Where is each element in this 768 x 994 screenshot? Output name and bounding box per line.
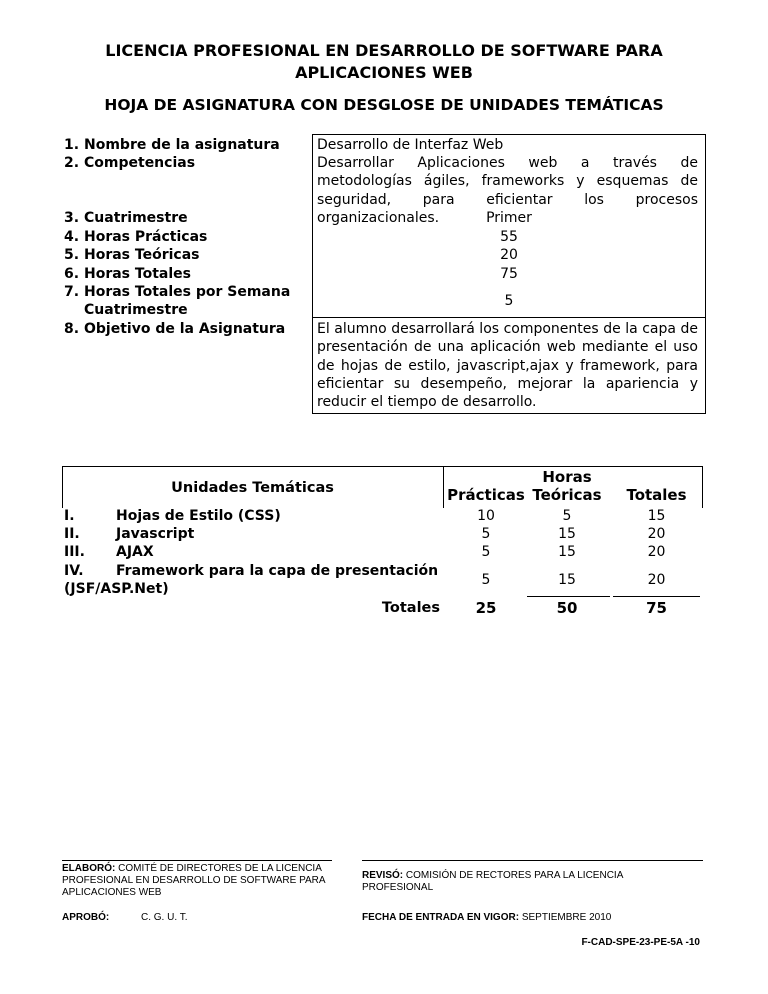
unit-teoricas-2: 15 — [558, 526, 576, 542]
unit-practicas-1: 10 — [477, 508, 495, 524]
elaboro-label: ELABORÓ: — [62, 863, 116, 874]
value-horas-totales: 75 — [500, 266, 518, 282]
unit-practicas-4: 5 — [481, 572, 491, 588]
units-header-label: Unidades Temáticas — [171, 480, 334, 496]
col-teoricas: Teóricas — [532, 486, 602, 504]
value-cuatrimestre: Primer — [486, 210, 532, 226]
unit-practicas-3: 5 — [481, 544, 491, 560]
document-subtitle: HOJA DE ASIGNATURA CON DESGLOSE DE UNIDADES TEMÁTICAS — [104, 96, 664, 114]
unit-totales-1: 15 — [647, 508, 666, 524]
footer-line-right — [362, 860, 703, 861]
reviso-text: COMISIÓN DE RECTORES PARA LA LICENCIA PROFESIONAL — [362, 870, 623, 893]
info-values-box — [312, 134, 706, 414]
label-num-8: 8. — [64, 321, 80, 337]
unit-practicas-2: 5 — [481, 526, 491, 542]
document-title-line-2: APLICACIONES WEB — [295, 63, 473, 82]
fecha-label: FECHA DE ENTRADA EN VIGOR: — [362, 912, 520, 923]
unit-name-1: Hojas de Estilo (CSS) — [116, 508, 281, 524]
footer-reviso — [362, 870, 662, 894]
label-num-3: 3. — [64, 210, 80, 226]
unit-num-1: I. — [64, 508, 75, 524]
totals-totales-underline — [613, 596, 700, 597]
unit-teoricas-1: 5 — [562, 508, 572, 524]
label-num-5: 5. — [64, 247, 80, 263]
value-horas-semana: 5 — [504, 293, 514, 309]
aprobo-text: C. G. U. T. — [141, 912, 188, 923]
value-nombre: Desarrollo de Interfaz Web — [317, 137, 504, 153]
footer-fecha — [362, 912, 611, 924]
label-horas-practicas: Horas Prácticas — [84, 229, 208, 245]
label-num-4: 4. — [64, 229, 80, 245]
value-horas-teoricas: 20 — [500, 247, 518, 263]
unit-teoricas-3: 15 — [558, 544, 576, 560]
col-practicas: Prácticas — [447, 486, 525, 504]
unit-num-4: IV. — [64, 563, 84, 579]
footer-line-left — [62, 860, 332, 861]
aprobo-label: APROBÓ: — [62, 912, 110, 923]
units-top-border — [62, 466, 703, 467]
label-num-7: 7. — [64, 284, 80, 300]
fecha-text: SEPTIEMBRE 2010 — [521, 912, 612, 923]
unit-totales-2: 20 — [647, 526, 666, 542]
reviso-label: REVISÓ: — [362, 870, 404, 881]
label-cuatrimestre: Cuatrimestre — [84, 210, 188, 226]
value-competencias: Desarrollar Aplicaciones web a través de metodologías ágiles, frameworks y esquemas de seguridad, para eficientar los procesos organizacionales. — [317, 155, 698, 226]
label-objetivo: Objetivo de la Asignatura — [84, 321, 286, 337]
totals-teoricas: 50 — [556, 599, 578, 617]
unit-name-2: Javascript — [116, 526, 195, 542]
label-num-6: 6. — [64, 266, 80, 282]
horas-header: Horas — [542, 468, 592, 486]
label-horas-semana-cont: Cuatrimestre — [84, 302, 188, 318]
totals-practicas: 25 — [475, 599, 497, 617]
unit-teoricas-4: 15 — [558, 572, 576, 588]
totals-label: Totales — [381, 600, 440, 616]
unit-num-3: III. — [64, 544, 85, 560]
label-horas-teoricas: Horas Teóricas — [84, 247, 200, 263]
unit-name-4: Framework para la capa de presentación — [116, 563, 439, 579]
label-competencias: Competencias — [84, 155, 196, 171]
totals-totales: 75 — [646, 599, 667, 617]
label-num-2: 2. — [64, 155, 80, 171]
unit-name-4-cont: (JSF/ASP.Net) — [64, 581, 169, 597]
unit-totales-4: 20 — [647, 572, 666, 588]
units-right-border — [702, 466, 703, 508]
unit-num-2: II. — [64, 526, 80, 542]
elaboro-text: COMITÉ DE DIRECTORES DE LA LICENCIA PROFESIONAL EN DESARROLLO DE SOFTWARE PARA APLICACIONES WEB — [62, 863, 326, 898]
footer-elaboro — [62, 863, 337, 899]
label-num-1: 1. — [64, 137, 80, 153]
value-objetivo: El alumno desarrollará los componentes de la capa de presentación de una aplicación web mediante el uso de hojas de estilo, javascript,ajax y framework, para eficientar su desempeño, mejorar la apariencia y reducir el tiempo de desarrollo. — [317, 321, 698, 411]
unit-totales-3: 20 — [647, 544, 666, 560]
col-totales: Totales — [626, 486, 687, 504]
document-title-line-1: LICENCIA PROFESIONAL EN DESARROLLO DE SOFTWARE PARA — [105, 41, 663, 60]
label-horas-semana: Horas Totales por Semana — [84, 284, 291, 300]
label-horas-totales: Horas Totales — [84, 266, 191, 282]
divider — [313, 317, 705, 318]
value-horas-practicas: 55 — [500, 229, 518, 245]
totals-teoricas-underline — [527, 596, 610, 597]
unit-name-3: AJAX — [116, 544, 154, 560]
label-nombre: Nombre de la asignatura — [84, 137, 280, 153]
document-code: F-CAD-SPE-23-PE-5A -10 — [581, 937, 700, 948]
